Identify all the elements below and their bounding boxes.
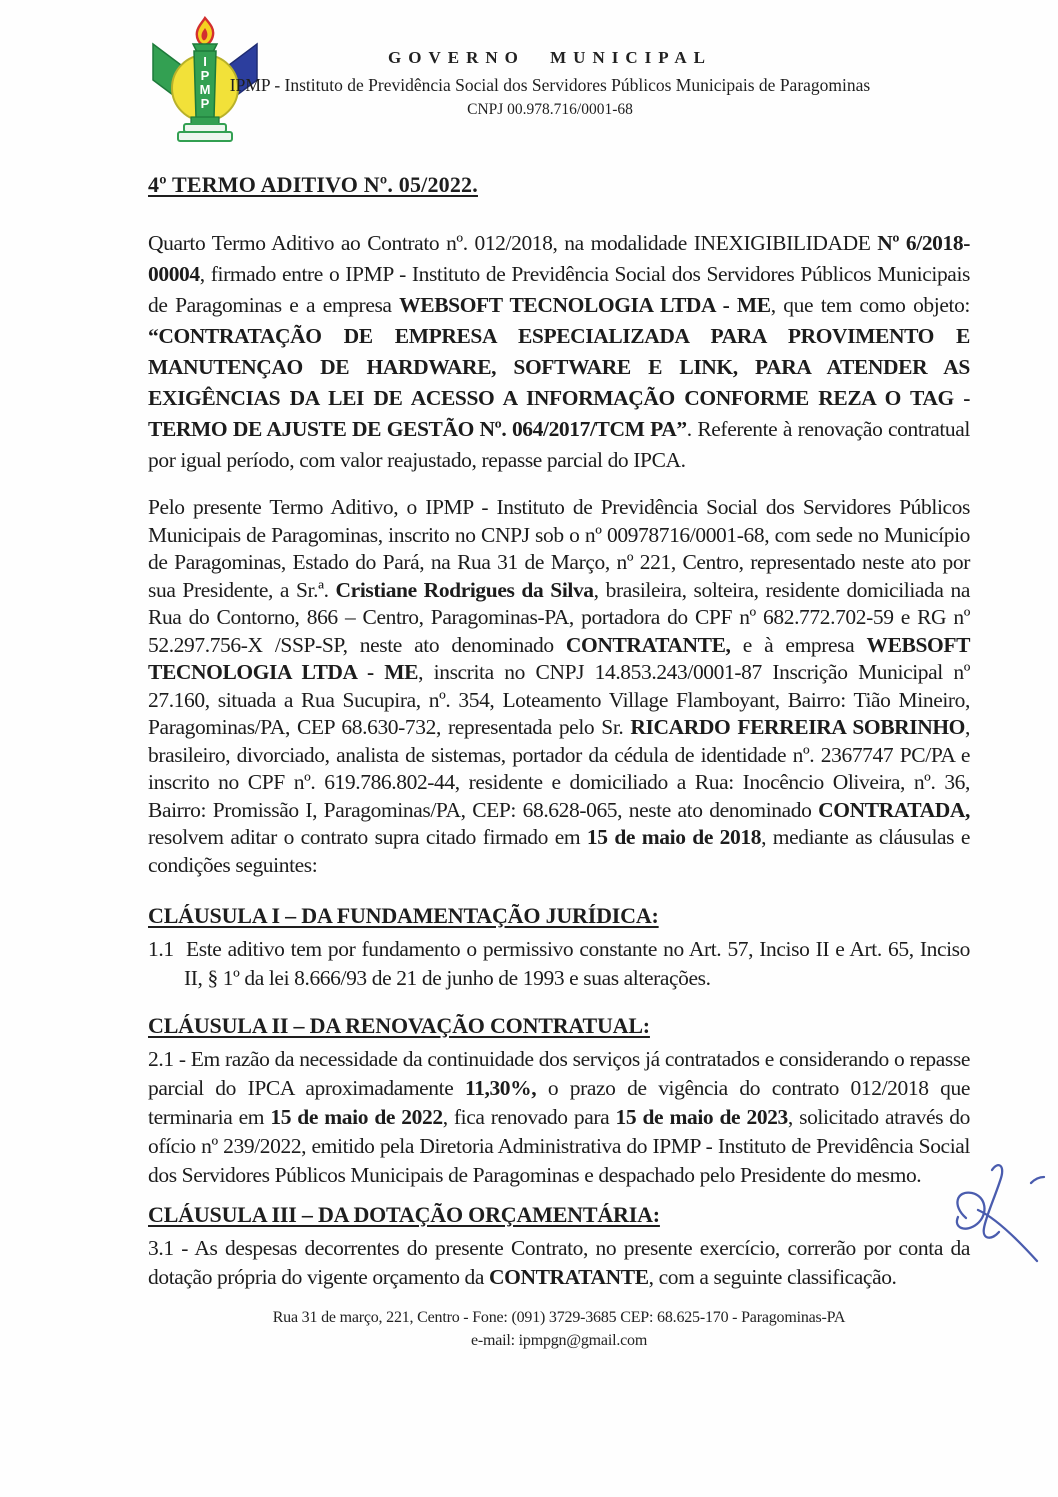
clause-i-heading: CLÁUSULA I – DA FUNDAMENTAÇÃO JURÍDICA: [148, 903, 659, 928]
clause-iii-heading: CLÁUSULA III – DA DOTAÇÃO ORÇAMENTÁRIA: [148, 1202, 660, 1227]
logo-letter-i: I [203, 54, 207, 69]
logo-letter-m: M [199, 82, 211, 97]
handwritten-initials [928, 1156, 1053, 1274]
clause-i-section [148, 903, 970, 993]
logo-pedestal-base [178, 132, 232, 141]
clause-iii-item-3-1: 3.1 - As despesas decorrentes do presente Contrato, no presente exercício, correrão por conta da dotação própria do vigente orçamento da CONTRATANTE, com a seguinte classificação. [148, 1236, 970, 1289]
government-title: GOVERNO MUNICIPAL [388, 48, 712, 67]
institute-cnpj: CNPJ 00.978.716/0001-68 [467, 101, 633, 118]
footer-email: e-mail: ipmpgn@gmail.com [470, 1332, 648, 1349]
logo-letter-p1: P [200, 68, 210, 83]
clause-ii-section [148, 1013, 970, 1190]
institute-name: IPMP - Instituto de Previdência Social dos Servidores Públicos Municipais de Paragominas [229, 75, 871, 95]
logo-letter-p2: P [200, 96, 210, 111]
footer-address: Rua 31 de março, 221, Centro - Fone: (091) 3729-3685 CEP: 68.625-170 - Paragominas-PA [272, 1309, 846, 1326]
page-footer [148, 1306, 970, 1352]
document-body [148, 172, 970, 1352]
signature-loop-2 [984, 1165, 1002, 1238]
document-title: 4º TERMO ADITIVO Nº. 05/2022. [148, 172, 478, 197]
logo-pedestal-middle [184, 124, 226, 132]
signature-ink-icon [928, 1156, 1053, 1274]
clause-i-item-1-1: 1.1 Este aditivo tem por fundamento o permissivo constante no Art. 57, Inciso II e Art. 65, Inciso II, § 1º da lei 8.666/93 de 21 de junho de 1993 e suas alterações. [148, 937, 970, 990]
paragraph-parties: Pelo presente Termo Aditivo, o IPMP - Instituto de Previdência Social dos Servidores Públicos Municipais de Paragominas, inscrito no CNPJ sob o nº 00978716/0001-68, com sede no Município de Paragominas, Estado do Pará, na Rua 31 de Março, nº 221, Centro, representado neste ato por sua Presidente, a Sr.ª. Cristiane Rodrigues da Silva, brasileira, solteira, residente domiciliada na Rua do Contorno, 866 – Centro, Paragominas-PA, portadora do CPF nº 682.772.702-59 e RG nº 52.297.756-X /SSP-SP, neste ato denominado CONTRATANTE, e à empresa WEBSOFT TECNOLOGIA LTDA - ME, inscrita no CNPJ 14.853.243/0001-87 Inscrição Municipal nº 27.160, situada a Rua Sucupira, nº. 354, Loteamento Village Flamboyant, Bairro: Tião Mineiro, Paragominas/PA, CEP 68.630-732, representada pelo Sr. RICARDO FERREIRA SOBRINHO, brasileiro, divorciado, analista de sistemas, portador da cédula de identidade nº. 2367747 PC/PA e inscrito no CPF nº. 619.786.802-44, residente e domiciliado a Rua: Inocêncio Oliveira, nº. 36, Bairro: Promissão I, Paragominas/PA, CEP: 68.628-065, neste ato denominado CONTRATADA, resolvem aditar o contrato supra citado firmado em 15 de maio de 2018, mediante as cláusulas e condições seguintes: [148, 495, 971, 877]
clause-ii-item-2-1: 2.1 - Em razão da necessidade da continuidade dos serviços já contratados e considerando o repasse parcial do IPCA aproximadamente 11,30%, o prazo de vigência do contrato 012/2018 que terminaria em 15 de maio de 2022, fica renovado para 15 de maio de 2023, solicitado através do ofício nº 239/2022, emitido pela Diretoria Administrativa do IPMP - Instituto de Previdência Social dos Servidores Públicos Municipais de Paragominas e despachado pelo Presidente do mesmo. [148, 1047, 971, 1187]
clause-ii-heading: CLÁUSULA II – DA RENOVAÇÃO CONTRATUAL: [148, 1013, 650, 1038]
paragraph-contract-summary: Quarto Termo Aditivo ao Contrato nº. 012/2018, na modalidade INEXIGIBILIDADE Nº 6/2018-00004, firmado entre o IPMP - Instituto de Previdência Social dos Servidores Públicos Municipais de Paragominas e a empresa WEBSOFT TECNOLOGIA LTDA - ME, que tem como objeto: “CONTRATAÇÃO DE EMPRESA ESPECIALIZADA PARA PROVIMENTO E MANUTENÇAO DE HARDWARE, SOFTWARE E LINK, PARA ATENDER AS EXIGÊNCIAS DA LEI DE ACESSO A INFORMAÇÃO CONFORME REZA O TAG - TERMO DE AJUSTE DE GESTÃO Nº. 064/2017/TCM PA”. Referente à renovação contratual por igual período, com valor reajustado, repasse parcial do IPCA. [148, 231, 970, 472]
letterhead-text [210, 48, 890, 119]
signature-dash [1031, 1177, 1044, 1183]
letterhead [0, 14, 1058, 164]
clause-iii-section [148, 1202, 970, 1292]
